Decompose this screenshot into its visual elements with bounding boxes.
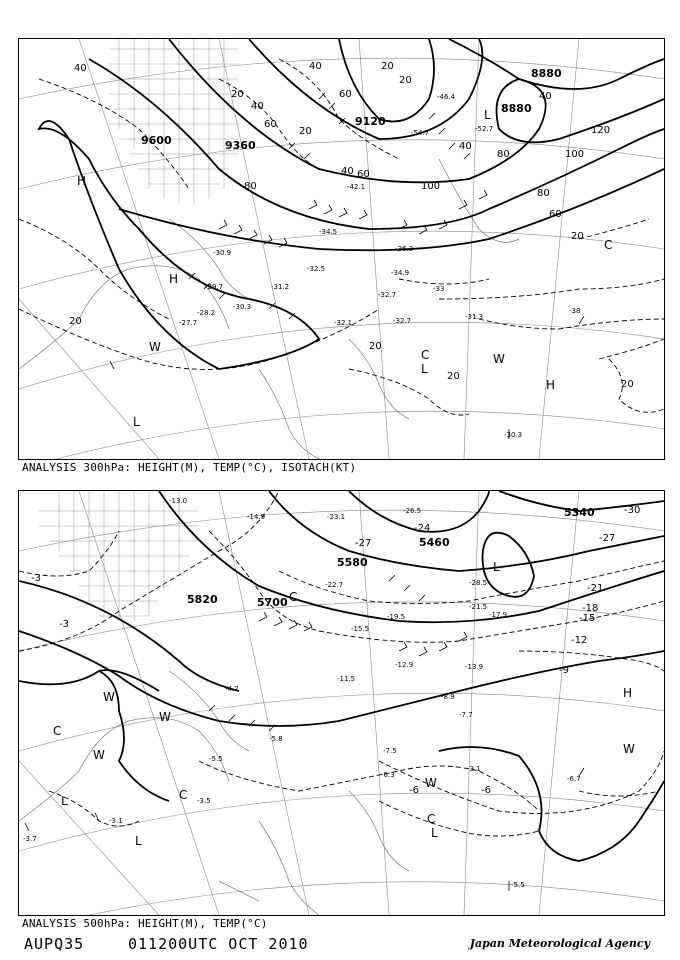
temp-label: -4.7 [225,685,239,693]
pressure-center: L [484,108,491,122]
temp-label: -38 [569,307,581,315]
temp-label: -6.3 [381,771,395,779]
dashed-contours [19,491,664,836]
isotach-label: 20 [571,231,584,242]
temp-label: -28.5 [469,579,488,587]
map-500hpa [18,490,665,916]
temp-contour-label: -6 [481,785,491,796]
height-label: 9600 [141,134,172,147]
pressure-center: W [149,340,161,354]
temp-label: -32.1 [334,319,353,327]
height-label: 8880 [531,67,562,80]
isotach-label: 60 [339,89,352,100]
pressure-center: L [133,415,140,429]
graticule [19,491,664,915]
temp-label: -15.5 [351,625,370,633]
isotach-label: 40 [459,141,472,152]
temp-label: -3.1 [467,765,481,773]
temp-label: -3.1 [109,817,123,825]
temp-label: -17.9 [489,611,508,619]
temp-label: -13.0 [169,497,188,505]
map-300hpa [18,38,665,460]
pressure-center: H [77,174,87,188]
temp-contour-label: -27 [599,533,616,544]
temp-label: -30.9 [213,249,232,257]
temp-contour-label: -3 [31,573,41,584]
temp-label: -11.5 [337,675,356,683]
isotach-label: 40 [341,166,354,177]
temp-label: -26.5 [403,507,422,515]
temp-label: -22.7 [325,581,344,589]
temp-label: -23.1 [327,513,346,521]
temp-label: -21.5 [469,603,488,611]
temp-label: -34.5 [319,228,338,236]
isotach-label: 40 [539,91,552,102]
temp-label: -33 [433,285,445,293]
caption-500hpa: ANALYSIS 500hPa: HEIGHT(M), TEMP(°C) [22,917,268,930]
pressure-center: C [289,590,298,604]
isotach-label: 20 [381,61,394,72]
isotach-label: 80 [244,181,257,192]
pressure-center: L [421,362,428,376]
temp-label: -19.5 [387,613,406,621]
temp-label: -32.7 [393,317,412,325]
height-label: 5820 [187,593,218,606]
temp-label: -3.5 [197,797,211,805]
isotach-label: 60 [549,209,562,220]
temp-label: -36.3 [395,245,414,253]
temp-label: -28.2 [197,309,216,317]
temp-label: -7.5 [383,747,397,755]
temp-label: -5.8 [269,735,283,743]
temp-contour-label: -12 [571,635,588,646]
caption-300hpa: ANALYSIS 300hPa: HEIGHT(M), TEMP(°C), ISOTACH(KT) [22,461,357,474]
temp-contour-label: -9 [559,665,569,676]
isotach-label: 40 [74,63,87,74]
pressure-center: C [179,788,188,802]
temp-label: -52.7 [475,125,494,133]
isotach-label: 120 [591,125,611,136]
temp-label: -30.3 [233,303,252,311]
pressure-center: L [493,560,500,574]
isotach-label: 40 [309,61,322,72]
coastlines [19,671,409,915]
isotach-label: 100 [565,149,585,160]
pressure-center: H [169,272,179,286]
temp-label: -30.3 [504,431,523,439]
temp-contour-label: -6 [409,785,419,796]
pressure-center: C [53,724,62,738]
temp-contour-label: -18 [582,603,599,614]
map-500hpa-canvas [19,491,664,915]
temp-contour-label: -3 [59,619,69,630]
pressure-center: C [604,238,613,252]
temp-label: -8.9 [441,693,455,701]
temp-label: -32.5 [307,265,326,273]
wind-barbs [25,575,584,891]
temp-label: -13.9 [465,663,484,671]
agency-name: Japan Meteorological Agency [469,937,650,950]
temp-label: -27.7 [179,319,198,327]
temp-contour-label: -27 [355,538,372,549]
height-label: 5460 [419,536,450,549]
temp-label: -46.4 [437,93,456,101]
pressure-center: W [93,748,105,762]
temp-contour-label: -30 [624,505,641,516]
pressure-center: W [623,742,635,756]
isotach-label: 20 [621,379,634,390]
pressure-center: H [546,378,556,392]
pressure-center: W [493,352,505,366]
pressure-center: L [61,794,68,808]
temp-label: -31.2 [271,283,290,291]
height-label: 5340 [564,506,595,519]
jet-hatch [39,491,199,621]
temp-contour-label: -21 [587,583,604,594]
chart-timestamp: 011200UTC OCT 2010 [128,935,309,953]
isotach-label: 60 [357,169,370,180]
temp-label: -5.5 [511,881,525,889]
pressure-center: C [427,812,436,826]
isotach-label: 20 [231,89,244,100]
pressure-center: L [135,834,142,848]
pressure-center: L [431,826,438,840]
temp-label: -31.3 [465,313,484,321]
height-label: 5700 [257,596,288,609]
height-label: 9120 [355,115,386,128]
map-300hpa-canvas [19,39,664,459]
pressure-center: W [159,710,171,724]
temp-contour-label: -15 [579,613,596,624]
temp-label: -12.9 [395,661,414,669]
wind-barbs [110,93,584,439]
temp-label: -29.7 [205,283,224,291]
isotach-label: 80 [537,188,550,199]
temp-label: -54.7 [411,129,430,137]
isotach-label: 80 [497,149,510,160]
height-label: 9360 [225,139,256,152]
temp-label: -3.7 [23,835,37,843]
isotach-label: 20 [299,126,312,137]
temp-label: -42.1 [347,183,366,191]
pressure-center: H [623,686,633,700]
height-label: 5580 [337,556,368,569]
isotach-label: 100 [421,181,441,192]
chart-code: AUPQ35 [24,935,85,953]
isotach-label: 60 [264,119,277,130]
pressure-center: W [425,776,437,790]
pressure-center: C [421,348,430,362]
temp-label: -5.5 [209,755,223,763]
temp-contour-label: -24 [414,523,431,534]
isotach-label: 20 [447,371,460,382]
temp-label: -7.7 [459,711,473,719]
pressure-center: W [103,690,115,704]
isotach-label: 40 [251,101,264,112]
temp-label: -34.9 [391,269,410,277]
isotach-label: 20 [369,341,382,352]
height-label: 8880 [501,102,532,115]
pressure-centers [77,108,612,429]
temp-label: -32.7 [378,291,397,299]
temp-label: -6.7 [567,775,581,783]
isotach-label: 20 [69,316,82,327]
isotach-label: 20 [399,75,412,86]
temp-label: -14.9 [247,513,266,521]
